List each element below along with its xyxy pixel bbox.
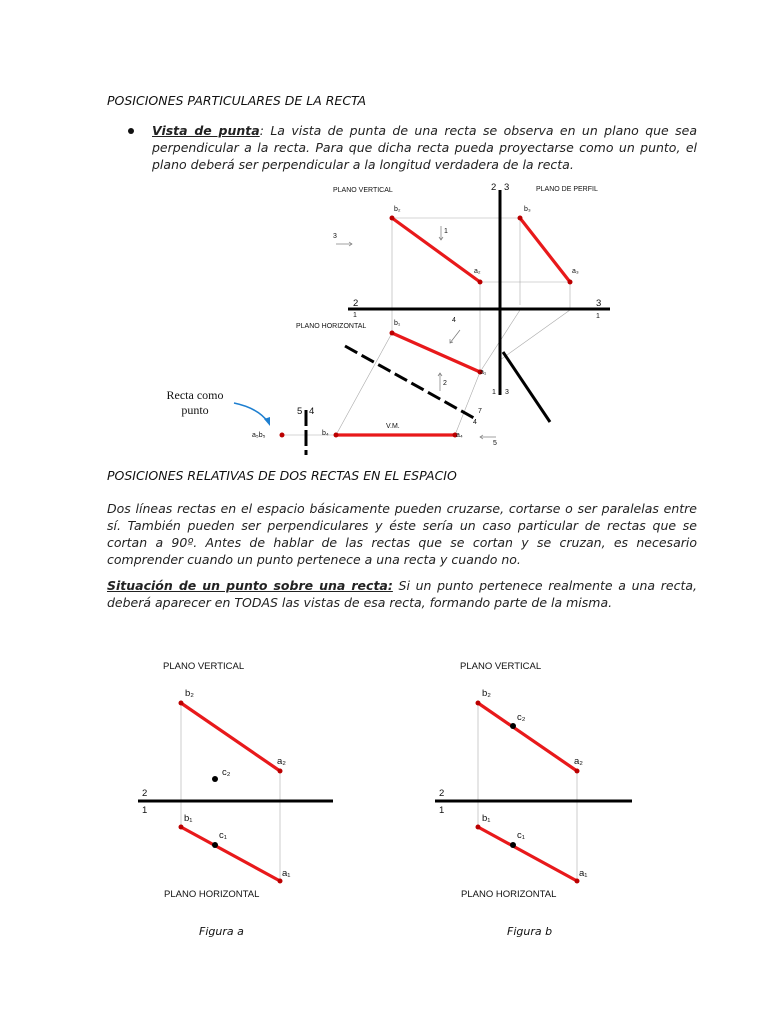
fig-a-b1: b₁ [184,813,193,824]
fig-b-1: 1 [439,805,445,816]
axis-2-left: 2 [353,298,359,309]
fig-b-a2: a₂ [574,756,583,767]
label-plano-perfil: PLANO DE PERFIL [536,186,598,193]
fig-b-b2: b₂ [482,688,491,699]
label-4: 4 [309,406,315,417]
fig-a-a1: a₁ [282,868,291,879]
section-title-particulares: POSICIONES PARTICULARES DE LA RECTA [107,93,367,108]
caption-figura-b: Figura b [507,925,553,938]
axis-2-top: 2 [491,182,497,193]
axis-3-right: 3 [596,298,602,309]
point-a3: a₃ [572,268,579,275]
paragraph-rectas: Dos líneas rectas en el espacio básicamente pueden cruzarse, cortarse o ser paralelas entre sí. También pueden ser perpendiculares y éste sería un caso particular de rectas que se cortan a 90º. Antes de hablar de las rectas que se cortan y se cruzan, es necesario comprender cuando un punto pertenece a una recta y cuando no. [107,501,697,567]
section-title-relativas: POSICIONES RELATIVAS DE DOS RECTAS EN EL ESPACIO [107,468,457,483]
arrow-label-1: 1 [444,228,448,235]
axis-3-bottom: 3 [505,389,509,396]
fig-a-b2: b₂ [185,688,194,699]
arrow-label-2: 2 [443,380,447,387]
fig-a-c2: c₂ [222,767,231,778]
bullet-term: Vista de punta [152,123,260,138]
label-vm: V.M. [386,423,400,430]
label-4b: 4 [473,419,477,426]
situacion-term: Situación de un punto sobre una recta: [107,578,393,593]
axis-1-right: 1 [596,313,600,320]
fig-b-2: 2 [439,788,445,799]
arrow-label-4: 4 [452,317,456,324]
fig-b-c1: c₁ [517,830,525,841]
caption-figura-a: Figura a [199,925,244,938]
point-a1: a₁ [480,369,487,376]
bullet-body: : La vista de punta de una recta se observa en un plano que sea perpendicular a la recta. Para que dicha recta pueda proyectarse como un punto, el plano deberá ser perpendicular a la longitud verdadera de la recta. [152,123,697,172]
axis-3-top: 3 [504,182,510,193]
label-plano-horizontal: PLANO HORIZONTAL [296,323,367,330]
arrow-label-3: 3 [333,233,337,240]
point-a5b5: a₅b₅ [252,432,266,439]
fig-b-a1: a₁ [579,868,588,879]
fig-a-plano-horizontal: PLANO HORIZONTAL [164,889,260,900]
fig-a-plano-vertical: PLANO VERTICAL [163,661,245,672]
point-b4: b₄ [322,430,329,437]
fig-b-b1: b₁ [482,813,491,824]
label-plano-vertical: PLANO VERTICAL [333,187,393,194]
fig-a-2: 2 [142,788,148,799]
callout-recta-como-punto: Recta como punto [166,388,224,417]
axis-1-bottom: 1 [492,389,496,396]
fig-b-c2: c₂ [517,712,526,723]
label-5: 5 [297,406,303,417]
point-a4: a₄ [456,432,463,439]
figure-b [435,701,632,884]
fig-a-a2: a₂ [277,756,286,767]
situacion-body: Si un punto pertenece realmente a una recta, deberá aparecer en TODAS las vistas de esa recta, formando parte de la misma. [107,578,697,610]
fig-b-plano-vertical: PLANO VERTICAL [460,661,542,672]
point-a2: a₂ [474,268,481,275]
point-b3: b₃ [524,206,531,213]
point-b2: b₂ [394,206,401,213]
point-b1: b₁ [394,320,401,327]
arrow-label-5: 5 [493,440,497,447]
fig-b-plano-horizontal: PLANO HORIZONTAL [461,889,557,900]
fig-a-1: 1 [142,805,148,816]
label-7: 7 [478,408,482,415]
axis-1-left: 1 [353,312,357,319]
fig-a-c1: c₁ [219,830,227,841]
figure-a [138,701,333,884]
